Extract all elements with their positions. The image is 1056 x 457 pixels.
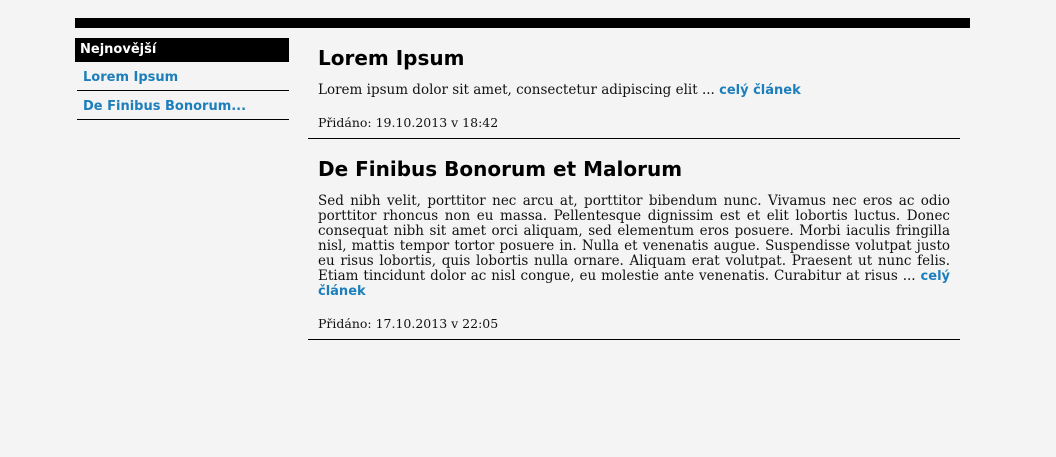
article-excerpt-text: Sed nibh velit, porttitor nec arcu at, porttitor bibendum nunc. Vivamus nec eros ac odio porttitor rhoncus non eu massa. Pellentesque dignissim est et elit lobortis luctus. Donec consequat nibh sit amet orci aliquam, sed elementum eros posuere. Morbi iaculis fringilla nisl, mattis tempor tortor posuere in. Nulla et venenatis augue. Suspendisse volutpat justo eu risus lobortis, quis lobortis nulla ornare. Aliquam erat volutpat. Praesent ut nunc felis. Etiam tincidunt dolor ac nisl congue, eu molestie ante venenatis. Curabitur at risus ...: [318, 193, 950, 284]
article-title: Lorem Ipsum: [318, 46, 465, 70]
sidebar-title: Nejnovější: [75, 38, 289, 62]
article-excerpt: [318, 83, 950, 98]
article-title: De Finibus Bonorum et Malorum: [318, 157, 683, 181]
sidebar: [75, 38, 289, 120]
article-excerpt-text: Lorem ipsum dolor sit amet, consectetur adipiscing elit ...: [318, 82, 720, 98]
article-date: Přidáno: 19.10.2013 v 18:42: [318, 115, 499, 130]
article-list: [308, 40, 960, 340]
sidebar-item: [77, 91, 289, 120]
sidebar-link-lorem-ipsum[interactable]: Lorem Ipsum: [83, 70, 179, 85]
sidebar-list: [77, 62, 289, 120]
sidebar-item: [77, 62, 289, 91]
header-bar: [75, 18, 970, 28]
read-more-link[interactable]: celý článek: [719, 83, 801, 98]
sidebar-link-de-finibus[interactable]: De Finibus Bonorum...: [83, 99, 247, 114]
article-date: Přidáno: 17.10.2013 v 22:05: [318, 316, 499, 331]
article: [308, 40, 960, 139]
article-excerpt: [318, 194, 950, 299]
read-more-link[interactable]: celý článek: [318, 269, 950, 299]
article: [308, 139, 960, 340]
